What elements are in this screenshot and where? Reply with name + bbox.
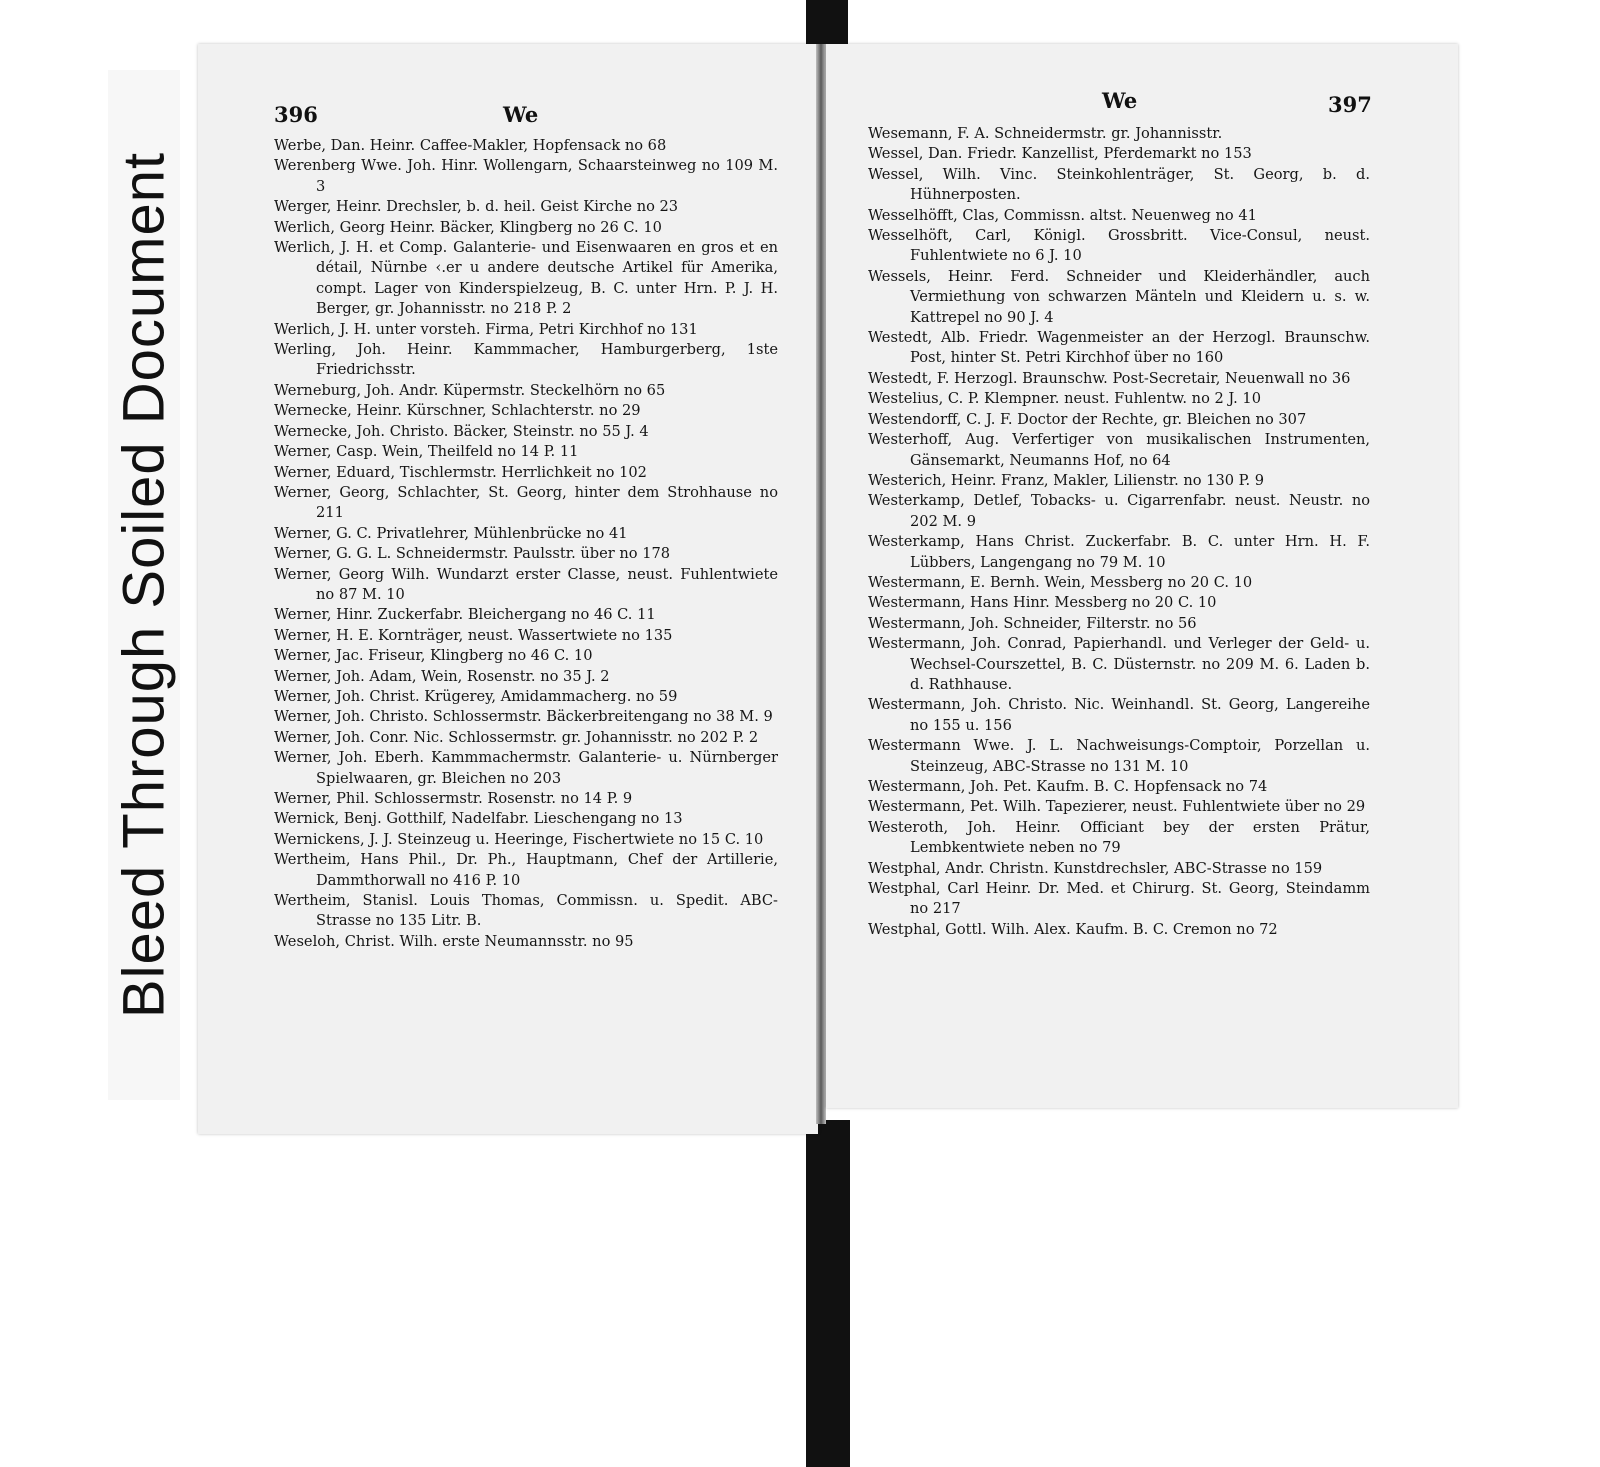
directory-entry: Westedt, F. Herzogl. Braunschw. Post-Secretair, Neuenwall no 36 — [868, 369, 1351, 387]
directory-entry: Werlich, Georg Heinr. Bäcker, Klingberg no 26 C. 10 — [274, 218, 662, 236]
book-spine — [816, 44, 826, 1124]
directory-entry: Westphal, Gottl. Wilh. Alex. Kaufm. B. C. Cremon no 72 — [868, 920, 1278, 938]
directory-entry: Westeroth, Joh. Heinr. Officiant bey der ersten Prätur, Lembkentwiete neben no 79 — [868, 818, 1370, 857]
directory-entry: Werenberg Wwe. Joh. Hinr. Wollengarn, Schaarsteinweg no 109 M. 3 — [274, 157, 778, 195]
directory-entry: Wernecke, Heinr. Kürschner, Schlachterstr. no 29 — [274, 402, 641, 420]
directory-entry: Wesselhöfft, Clas, Commissn. altst. Neuenweg no 41 — [868, 206, 1257, 224]
directory-entry: Werneburg, Joh. Andr. Küpermstr. Steckelhörn no 65 — [274, 381, 666, 399]
directory-entry: Wesemann, F. A. Schneidermstr. gr. Johannisstr. — [868, 125, 1223, 142]
directory-entry: Westermann, Joh. Conrad, Papierhandl. und Verleger der Geld- u. Wechsel-Courszettel, B. C. Düsternstr. no 209 M. 6. Laden b. d. Rathhause. — [868, 635, 1370, 693]
directory-entry: Westphal, Andr. Christn. Kunstdrechsler, ABC-Strasse no 159 — [868, 859, 1323, 877]
directory-entry: Wertheim, Hans Phil., Dr. Ph., Hauptmann, Chef der Artillerie, Dammthorwall no 416 P. 10 — [274, 851, 778, 889]
directory-entry: Westermann, Joh. Schneider, Filterstr. no 56 — [868, 614, 1197, 632]
directory-entry: Westendorff, C. J. F. Doctor der Rechte, gr. Bleichen no 307 — [868, 410, 1307, 428]
directory-entry: Westermann, Hans Hinr. Messberg no 20 C. 10 — [868, 594, 1217, 612]
directory-entry: Werner, Phil. Schlossermstr. Rosenstr. no 14 P. 9 — [274, 790, 633, 807]
directory-entry: Werner, G. C. Privatlehrer, Mühlenbrücke no 41 — [274, 524, 628, 542]
right-page-header: We — [1102, 88, 1138, 113]
directory-entry: Westermann Wwe. J. L. Nachweisungs-Comptoir, Porzellan u. Steinzeug, ABC-Strasse no 131 M. 10 — [868, 737, 1370, 775]
directory-entry: Werner, Joh. Christ. Krügerey, Amidammacherg. no 59 — [274, 687, 678, 705]
left-page-number: 396 — [274, 102, 318, 127]
directory-entry: Werner, Joh. Adam, Wein, Rosenstr. no 35 J. 2 — [274, 667, 610, 685]
directory-entry: Westerkamp, Hans Christ. Zuckerfabr. B. C. unter Hrn. H. F. Lübbers, Langengang no 79 M. 10 — [868, 533, 1370, 571]
directory-entry: Westerhoff, Aug. Verfertiger von musikalischen Instrumenten, Gänsemarkt, Neumanns Hof, no 64 — [868, 431, 1370, 469]
directory-entry: Westerich, Heinr. Franz, Makler, Lilienstr. no 130 P. 9 — [868, 471, 1265, 489]
directory-entry: Westerkamp, Detlef, Tobacks- u. Cigarrenfabr. neust. Neustr. no 202 M. 9 — [868, 492, 1370, 530]
right-page-number: 397 — [1328, 92, 1372, 117]
directory-entry: Westermann, Joh. Christo. Nic. Weinhandl. St. Georg, Langereihe no 155 u. 156 — [868, 696, 1370, 734]
directory-entry: Werbe, Dan. Heinr. Caffee-Makler, Hopfensack no 68 — [274, 137, 667, 154]
directory-entry: Werner, Georg, Schlachter, St. Georg, hinter dem Strohhause no 211 — [274, 483, 778, 522]
side-label-text: Bleed Through Soiled Document — [111, 151, 177, 1019]
left-entry-list — [274, 136, 778, 952]
directory-entry: Wessel, Dan. Friedr. Kanzellist, Pferdemarkt no 153 — [868, 145, 1252, 163]
directory-entry: Weseloh, Christ. Wilh. erste Neumannsstr. no 95 — [274, 932, 634, 950]
directory-entry: Wessels, Heinr. Ferd. Schneider und Kleiderhändler, auch Vermiethung von schwarzen Mänteln und Kleidern u. s. w. Kattrepel no 90 J. 4 — [868, 267, 1370, 326]
directory-entry: Werlich, J. H. unter vorsteh. Firma, Petri Kirchhof no 131 — [274, 320, 698, 338]
directory-entry: Westelius, C. P. Klempner. neust. Fuhlentw. no 2 J. 10 — [868, 390, 1261, 408]
directory-entry: Wessel, Wilh. Vinc. Steinkohlenträger, St. Georg, b. d. Hühnerposten. — [868, 165, 1370, 204]
directory-entry: Werner, G. G. L. Schneidermstr. Paulsstr. über no 178 — [274, 545, 671, 563]
side-label-strip — [108, 70, 180, 1100]
directory-entry: Westedt, Alb. Friedr. Wagenmeister an der Herzogl. Braunschw. Post, hinter St. Petri Kirchhof über no 160 — [868, 329, 1370, 367]
directory-entry: Werner, Hinr. Zuckerfabr. Bleichergang no 46 C. 11 — [274, 606, 656, 624]
directory-entry: Werlich, J. H. et Comp. Galanterie- und Eisenwaaren en gros et en détail, Nürnbe ‹.er u andere deutsche Artikel für Amerika, compt. Lager von Kinderspielzeug, B. C. unter Hrn. P. J. H. Berger, gr. Johannisstr. no 218 P. 2 — [274, 239, 778, 318]
directory-entry: Wernecke, Joh. Christo. Bäcker, Steinstr. no 55 J. 4 — [274, 422, 649, 440]
directory-entry: Wertheim, Stanisl. Louis Thomas, Commissn. u. Spedit. ABC-Strasse no 135 Litr. B. — [274, 892, 778, 930]
directory-entry: Wesselhöft, Carl, Königl. Grossbritt. Vice-Consul, neust. Fuhlentwiete no 6 J. 10 — [868, 227, 1370, 265]
directory-entry: Werner, Joh. Christo. Schlossermstr. Bäckerbreitengang no 38 M. 9 — [274, 708, 773, 726]
directory-entry: Werner, Eduard, Tischlermstr. Herrlichkeit no 102 — [274, 463, 647, 481]
directory-entry: Werner, Casp. Wein, Theilfeld no 14 P. 11 — [274, 443, 579, 461]
directory-entry: Wernickens, J. J. Steinzeug u. Heeringe, Fischertwiete no 15 C. 10 — [274, 830, 764, 848]
directory-entry: Westermann, Pet. Wilh. Tapezierer, neust. Fuhlentwiete über no 29 — [868, 798, 1366, 816]
directory-entry: Westermann, Joh. Pet. Kaufm. B. C. Hopfensack no 74 — [868, 778, 1268, 795]
directory-entry: Werger, Heinr. Drechsler, b. d. heil. Geist Kirche no 23 — [274, 198, 679, 216]
directory-entry: Werner, Joh. Eberh. Kammmachermstr. Galanterie- u. Nürnberger Spielwaaren, gr. Bleichen no 203 — [274, 749, 778, 787]
directory-entry: Werling, Joh. Heinr. Kammmacher, Hamburgerberg, 1ste Friedrichsstr. — [274, 341, 778, 379]
left-page — [198, 44, 818, 1134]
binding-bar-bottom — [806, 1120, 850, 1467]
directory-entry: Westphal, Carl Heinr. Dr. Med. et Chirurg. St. Georg, Steindamm no 217 — [868, 880, 1370, 918]
directory-entry: Werner, Jac. Friseur, Klingberg no 46 C. 10 — [274, 647, 593, 665]
directory-entry: Werner, Joh. Conr. Nic. Schlossermstr. gr. Johannisstr. no 202 P. 2 — [274, 728, 759, 746]
right-page — [826, 44, 1458, 1108]
directory-entry: Werner, Georg Wilh. Wundarzt erster Classe, neust. Fuhlentwiete no 87 M. 10 — [274, 565, 778, 603]
directory-entry: Werner, H. E. Kornträger, neust. Wassertwiete no 135 — [274, 626, 673, 644]
binding-bar-top — [806, 0, 848, 46]
right-entry-list — [868, 124, 1370, 940]
directory-entry: Wernick, Benj. Gotthilf, Nadelfabr. Lieschengang no 13 — [274, 810, 683, 828]
left-page-header: We — [503, 102, 539, 127]
directory-entry: Westermann, E. Bernh. Wein, Messberg no 20 C. 10 — [868, 573, 1253, 591]
